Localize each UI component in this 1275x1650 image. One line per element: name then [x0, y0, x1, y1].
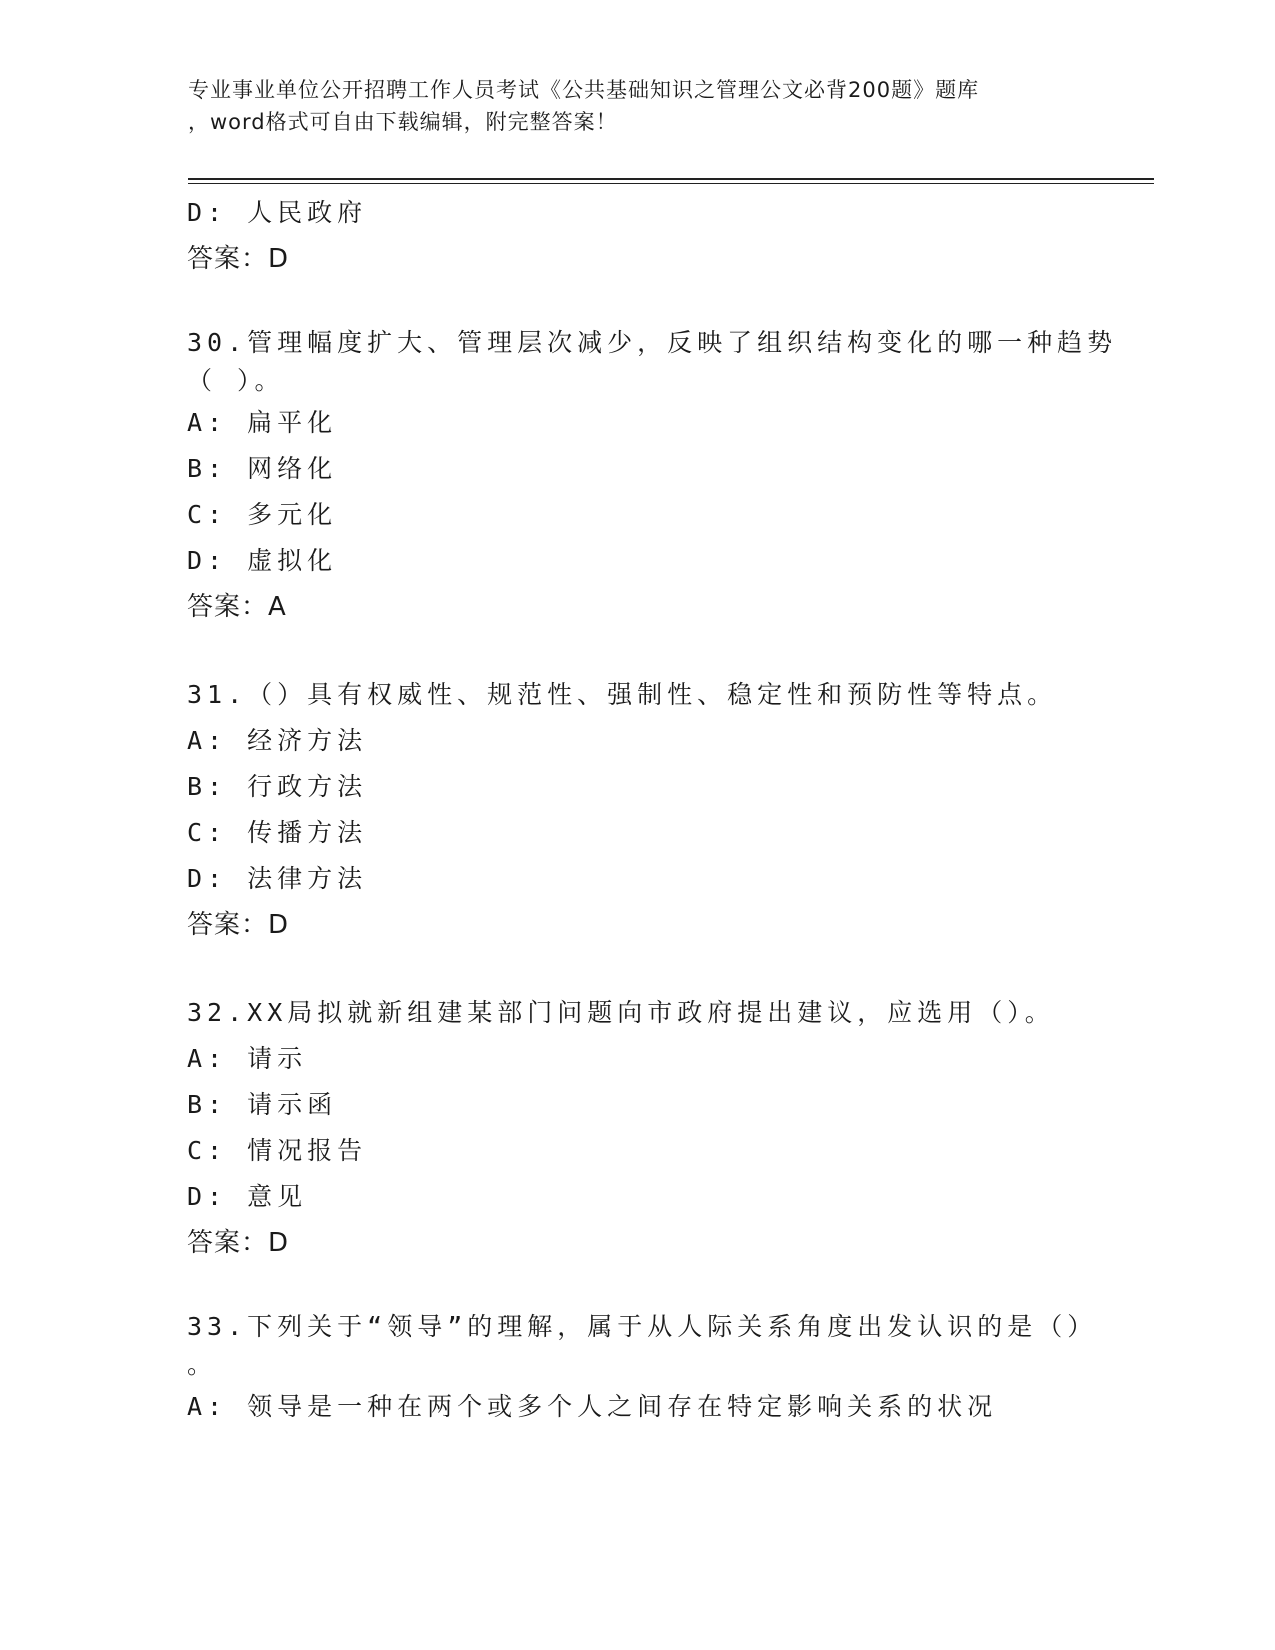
question-33	[187, 1308, 1098, 1430]
q33-stem-line-2: 。	[187, 1350, 218, 1379]
q32-option-a: A: 请示	[187, 1044, 308, 1073]
q30-option-a: A: 扁平化	[187, 408, 338, 437]
q30-option-c: C: 多元化	[187, 500, 338, 529]
q33-option-a: A: 领导是一种在两个或多个人之间存在特定影响关系的状况	[187, 1392, 998, 1421]
q29-answer: 答案：D	[187, 244, 290, 274]
q32-option-c: C: 情况报告	[187, 1136, 368, 1165]
header-title-line-2: ，word格式可自由下载编辑，附完整答案！	[188, 110, 618, 134]
document-header	[188, 74, 1108, 138]
q31-option-b: B: 行政方法	[187, 772, 368, 801]
q31-option-a: A: 经济方法	[187, 726, 368, 755]
q33-stem	[187, 1308, 1098, 1384]
header-title-line-1: 专业事业单位公开招聘工作人员考试《公共基础知识之管理公文必背200题》题库	[188, 78, 980, 102]
q30-option-b: B: 网络化	[187, 454, 338, 483]
question-29	[187, 190, 1087, 282]
q31-option-c: C: 传播方法	[187, 818, 368, 847]
q30-stem-line-1: 30.管理幅度扩大、管理层次减少，反映了组织结构变化的哪一种趋势	[187, 328, 1118, 357]
q32-stem: 32.XX局拟就新组建某部门问题向市政府提出建议，应选用（）。	[187, 998, 1055, 1027]
q32-option-b: B: 请示函	[187, 1090, 338, 1119]
q31-option-d: D: 法律方法	[187, 864, 368, 893]
q31-answer: 答案：D	[187, 910, 290, 940]
question-list	[187, 190, 1118, 1430]
q30-answer: 答案：A	[187, 592, 287, 622]
q30-option-d: D: 虚拟化	[187, 546, 338, 575]
question-30	[187, 324, 1118, 630]
question-31	[187, 672, 1087, 948]
q31-stem: 31.（）具有权威性、规范性、强制性、稳定性和预防性等特点。	[187, 680, 1058, 709]
q32-option-d: D: 意见	[187, 1182, 308, 1211]
header-divider-thin	[188, 183, 1154, 184]
q32-answer: 答案：D	[187, 1228, 290, 1258]
q29-option-d: D: 人民政府	[187, 198, 368, 227]
q30-stem-line-2: （ ）。	[187, 366, 285, 395]
header-divider-thick	[188, 178, 1154, 180]
question-32	[187, 990, 1087, 1266]
q33-stem-line-1: 33.下列关于“领导”的理解，属于从人际关系角度出发认识的是（）	[187, 1312, 1098, 1341]
q30-stem	[187, 324, 1118, 400]
